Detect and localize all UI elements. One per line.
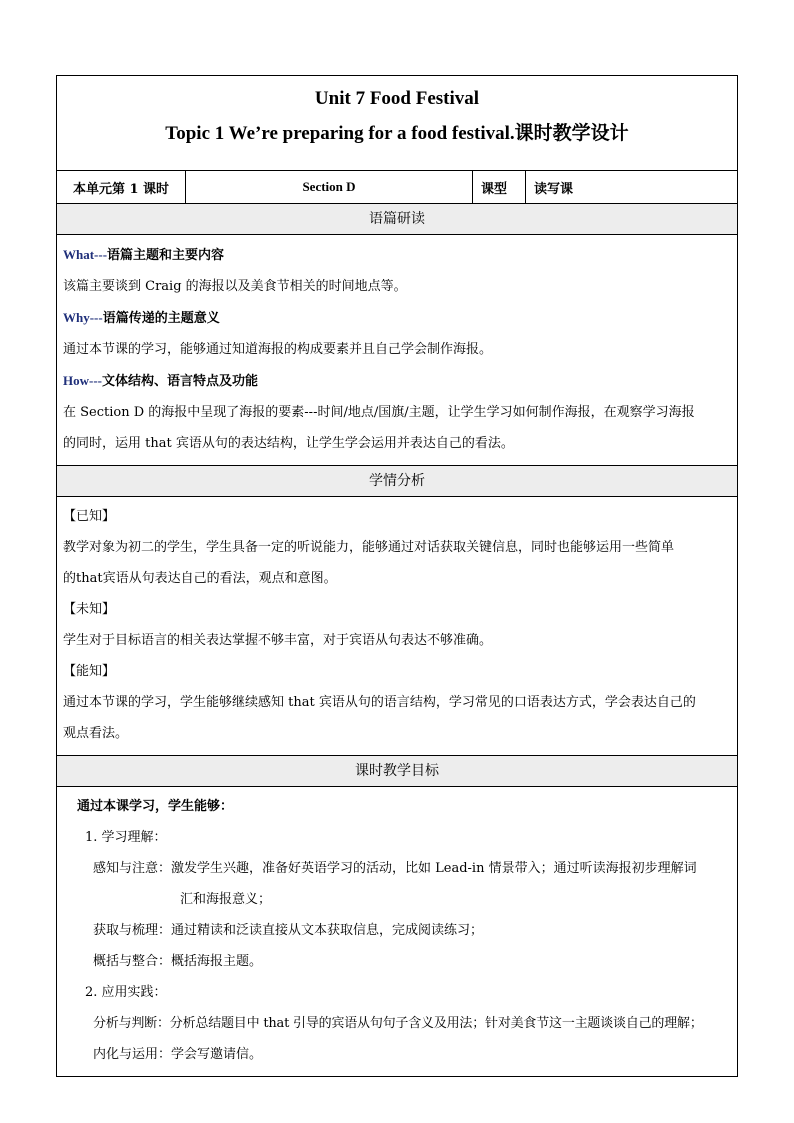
unknown-text: 学生对于目标语言的相关表达掌握不够丰富，对于宾语从句表达不够准确。 xyxy=(63,633,493,648)
why-title: 语篇传递的主题意义 xyxy=(102,311,220,326)
known-text-2: 的that宾语从句表达自己的看法，观点和意图。 xyxy=(63,571,337,586)
goal-2-title: 2. 应用实践： xyxy=(85,985,167,1000)
why-text: 通过本节课的学习，能够通过知道海报的构成要素并且自己学会制作海报。 xyxy=(63,342,493,357)
able-label: 【能知】 xyxy=(63,664,116,679)
text-study-section xyxy=(57,235,737,466)
learner-heading: 学情分析 xyxy=(57,466,737,497)
what-text: 该篇主要谈到 Craig 的海报以及美食节相关的时间地点等。 xyxy=(63,279,407,294)
type-label: 课型 xyxy=(473,171,526,203)
known-label: 【已知】 xyxy=(63,509,116,524)
what-label: What--- xyxy=(63,247,108,262)
goal-2b: 内化与运用：学会写邀请信。 xyxy=(93,1047,263,1062)
topic-title: Topic 1 We’re preparing for a food festival.课时教学设计 xyxy=(57,118,737,171)
unit-title: Unit 7 Food Festival xyxy=(314,88,480,109)
why-line xyxy=(63,302,731,334)
learner-section xyxy=(57,497,737,756)
text-study-heading: 语篇研读 xyxy=(57,204,737,235)
able-text-1: 通过本节课的学习，学生能够继续感知 that 宾语从句的语言结构，学习常见的口语表达方式，学会表达自己的 xyxy=(63,695,696,710)
how-text-2: 的同时，运用 that 宾语从句的表达结构，让学生学会运用并表达自己的看法。 xyxy=(63,436,514,451)
goal-1a-line1: 感知与注意：激发学生兴趣，准备好英语学习的活动，比如 Lead-in 情景带入；通过听读海报初步理解词 xyxy=(93,861,697,876)
how-text-1: 在 Section D 的海报中呈现了海报的要素---时间/地点/国旗/主题，让学生学习如何制作海报，在观察学习海报 xyxy=(63,405,695,420)
goal-1c: 概括与整合：概括海报主题。 xyxy=(93,954,263,969)
meta-row xyxy=(57,171,737,204)
type-value: 读写课 xyxy=(534,181,574,197)
why-label: Why--- xyxy=(63,310,103,325)
lesson-number: 本单元第 1 课时 xyxy=(57,171,186,203)
goals-section xyxy=(57,787,737,1076)
what-line xyxy=(63,239,731,271)
known-text-1: 教学对象为初二的学生，学生具备一定的听说能力，能够通过对话获取关键信息，同时也能够运用一些简单 xyxy=(63,540,675,555)
lesson-plan-table xyxy=(56,75,738,1077)
goal-2a: 分析与判断：分析总结题目中 that 引导的宾语从句句子含义及用法；针对美食节这一主题谈谈自己的理解； xyxy=(93,1016,703,1031)
how-label: How--- xyxy=(63,373,102,388)
how-title: 文体结构、语言特点及功能 xyxy=(102,374,259,389)
how-line xyxy=(63,365,731,397)
unknown-label: 【未知】 xyxy=(63,602,116,617)
section-name: Section D xyxy=(186,171,473,203)
goals-heading: 课时教学目标 xyxy=(57,756,737,787)
able-text-2: 观点看法。 xyxy=(63,726,129,741)
goal-1a-line2: 汇和海报意义； xyxy=(180,892,272,907)
goal-1b: 获取与梳理：通过精读和泛读直接从文本获取信息，完成阅读练习； xyxy=(93,923,484,938)
goal-1-title: 1. 学习理解： xyxy=(85,830,167,845)
what-title: 语篇主题和主要内容 xyxy=(107,248,225,263)
goals-intro: 通过本课学习，学生能够： xyxy=(77,799,234,814)
